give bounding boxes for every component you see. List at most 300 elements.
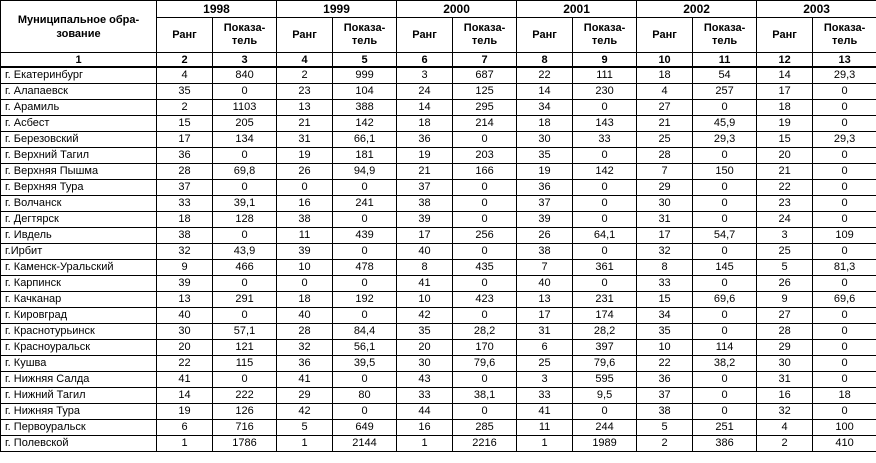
value-cell: 0 [813, 196, 876, 212]
rank-cell: 1 [157, 436, 213, 452]
value-cell: 166 [453, 164, 517, 180]
value-cell: 0 [813, 372, 876, 388]
rank-cell: 31 [757, 372, 813, 388]
rank-cell: 30 [757, 356, 813, 372]
rank-cell: 18 [637, 67, 693, 84]
rank-cell: 1 [397, 436, 453, 452]
rank-cell: 38 [277, 212, 333, 228]
value-cell: 0 [573, 148, 637, 164]
column-number: 1 [1, 53, 157, 68]
rank-cell: 35 [397, 324, 453, 340]
value-cell: 0 [453, 132, 517, 148]
rank-cell: 10 [397, 292, 453, 308]
table-row [1, 116, 876, 132]
value-cell: 94,9 [333, 164, 397, 180]
header-year-1999: 1999 [277, 1, 397, 18]
rank-cell: 5 [277, 420, 333, 436]
column-number: 5 [333, 53, 397, 68]
table-header [1, 1, 876, 53]
table-row [1, 164, 876, 180]
value-cell: 478 [333, 260, 397, 276]
rank-cell: 4 [757, 420, 813, 436]
value-cell: 0 [693, 276, 757, 292]
value-cell: 2216 [453, 436, 517, 452]
column-number: 9 [573, 53, 637, 68]
value-cell: 0 [213, 84, 277, 100]
rank-cell: 15 [157, 116, 213, 132]
rank-cell: 38 [637, 404, 693, 420]
value-cell: 28,2 [573, 324, 637, 340]
rank-cell: 40 [517, 276, 573, 292]
column-number-row [1, 53, 876, 68]
table-row [1, 212, 876, 228]
value-cell: 0 [693, 244, 757, 260]
rank-cell: 16 [277, 196, 333, 212]
header-year-2000: 2000 [397, 1, 517, 18]
municipality-name: г. Красноуральск [1, 340, 157, 356]
header-rank: Ранг [637, 18, 693, 53]
rank-cell: 13 [277, 100, 333, 116]
rank-cell: 5 [757, 260, 813, 276]
municipality-name: г. Арамиль [1, 100, 157, 116]
rank-cell: 31 [637, 212, 693, 228]
header-value: Показа-тель [213, 18, 277, 53]
rank-cell: 36 [277, 356, 333, 372]
column-number: 2 [157, 53, 213, 68]
municipality-name: г. Полевской [1, 436, 157, 452]
table-row [1, 260, 876, 276]
value-cell: 0 [813, 100, 876, 116]
value-cell: 56,1 [333, 340, 397, 356]
rank-cell: 39 [397, 212, 453, 228]
value-cell: 125 [453, 84, 517, 100]
value-cell: 0 [813, 276, 876, 292]
value-cell: 54,7 [693, 228, 757, 244]
value-cell: 0 [813, 116, 876, 132]
rank-cell: 32 [157, 244, 213, 260]
value-cell: 29,3 [813, 67, 876, 84]
rank-cell: 31 [517, 324, 573, 340]
value-cell: 999 [333, 67, 397, 84]
value-cell: 80 [333, 388, 397, 404]
rank-cell: 14 [517, 84, 573, 100]
value-cell: 109 [813, 228, 876, 244]
value-cell: 81,3 [813, 260, 876, 276]
value-cell: 29,3 [813, 132, 876, 148]
rank-cell: 38 [157, 228, 213, 244]
value-cell: 0 [693, 148, 757, 164]
rank-cell: 37 [517, 196, 573, 212]
value-cell: 0 [693, 388, 757, 404]
rank-cell: 32 [757, 404, 813, 420]
value-cell: 0 [213, 308, 277, 324]
municipality-name: г.Ирбит [1, 244, 157, 260]
rank-cell: 38 [397, 196, 453, 212]
table-row [1, 148, 876, 164]
rank-cell: 18 [517, 116, 573, 132]
rank-cell: 22 [637, 356, 693, 372]
value-cell: 0 [453, 180, 517, 196]
rank-cell: 22 [757, 180, 813, 196]
value-cell: 104 [333, 84, 397, 100]
table-row [1, 292, 876, 308]
table-row [1, 67, 876, 84]
rank-cell: 6 [517, 340, 573, 356]
municipality-name: г. Асбест [1, 116, 157, 132]
column-number: 4 [277, 53, 333, 68]
value-cell: 0 [813, 148, 876, 164]
rank-cell: 31 [277, 132, 333, 148]
column-number: 8 [517, 53, 573, 68]
rank-cell: 6 [157, 420, 213, 436]
rank-cell: 40 [277, 308, 333, 324]
municipality-name: г. Верхняя Тура [1, 180, 157, 196]
value-cell: 257 [693, 84, 757, 100]
rank-cell: 19 [757, 116, 813, 132]
rank-cell: 34 [637, 308, 693, 324]
value-cell: 256 [453, 228, 517, 244]
value-cell: 18 [813, 388, 876, 404]
municipality-name: г. Нижний Тагил [1, 388, 157, 404]
value-cell: 439 [333, 228, 397, 244]
rank-cell: 11 [517, 420, 573, 436]
value-cell: 0 [813, 340, 876, 356]
rank-cell: 42 [277, 404, 333, 420]
table-row [1, 436, 876, 452]
municipality-name: г. Карпинск [1, 276, 157, 292]
value-cell: 361 [573, 260, 637, 276]
municipality-name: г. Верхний Тагил [1, 148, 157, 164]
value-cell: 0 [693, 324, 757, 340]
rank-cell: 1 [517, 436, 573, 452]
header-value: Показа-тель [813, 18, 876, 53]
table-row [1, 404, 876, 420]
rank-cell: 0 [277, 276, 333, 292]
table-row [1, 180, 876, 196]
value-cell: 231 [573, 292, 637, 308]
rank-cell: 42 [397, 308, 453, 324]
table-row [1, 84, 876, 100]
value-cell: 230 [573, 84, 637, 100]
header-rank: Ранг [397, 18, 453, 53]
rank-cell: 40 [157, 308, 213, 324]
table-row [1, 276, 876, 292]
value-cell: 29,3 [693, 132, 757, 148]
rank-cell: 4 [637, 84, 693, 100]
value-cell: 0 [813, 212, 876, 228]
value-cell: 397 [573, 340, 637, 356]
rank-cell: 19 [517, 164, 573, 180]
rank-cell: 41 [157, 372, 213, 388]
municipality-name: г. Алапаевск [1, 84, 157, 100]
header-value: Показа-тель [453, 18, 517, 53]
value-cell: 170 [453, 340, 517, 356]
value-cell: 84,4 [333, 324, 397, 340]
municipality-name: г. Верхняя Пышма [1, 164, 157, 180]
value-cell: 388 [333, 100, 397, 116]
value-cell: 0 [693, 100, 757, 116]
value-cell: 174 [573, 308, 637, 324]
value-cell: 205 [213, 116, 277, 132]
rank-cell: 19 [157, 404, 213, 420]
value-cell: 0 [573, 244, 637, 260]
rank-cell: 37 [637, 388, 693, 404]
rank-cell: 40 [397, 244, 453, 260]
rank-cell: 14 [157, 388, 213, 404]
column-number: 6 [397, 53, 453, 68]
value-cell: 2144 [333, 436, 397, 452]
municipality-name: г. Березовский [1, 132, 157, 148]
municipality-name: г. Нижняя Тура [1, 404, 157, 420]
rank-cell: 13 [517, 292, 573, 308]
rank-cell: 20 [397, 340, 453, 356]
rank-cell: 33 [397, 388, 453, 404]
value-cell: 0 [213, 180, 277, 196]
value-cell: 0 [453, 308, 517, 324]
value-cell: 0 [693, 196, 757, 212]
value-cell: 435 [453, 260, 517, 276]
municipality-name: г. Краснотурьинск [1, 324, 157, 340]
value-cell: 150 [693, 164, 757, 180]
rank-cell: 21 [277, 116, 333, 132]
rank-cell: 1 [277, 436, 333, 452]
value-cell: 0 [573, 180, 637, 196]
value-cell: 69,8 [213, 164, 277, 180]
rank-cell: 13 [157, 292, 213, 308]
rank-cell: 23 [277, 84, 333, 100]
value-cell: 69,6 [693, 292, 757, 308]
value-cell: 0 [453, 212, 517, 228]
value-cell: 45,9 [693, 116, 757, 132]
value-cell: 0 [813, 164, 876, 180]
municipality-name: г. Кировград [1, 308, 157, 324]
rank-cell: 3 [397, 67, 453, 84]
rank-cell: 24 [397, 84, 453, 100]
value-cell: 0 [813, 404, 876, 420]
value-cell: 0 [573, 212, 637, 228]
table-row [1, 132, 876, 148]
municipality-name: г. Каменск-Уральский [1, 260, 157, 276]
value-cell: 192 [333, 292, 397, 308]
rank-cell: 35 [637, 324, 693, 340]
rank-cell: 15 [757, 132, 813, 148]
value-cell: 39,5 [333, 356, 397, 372]
value-cell: 0 [813, 84, 876, 100]
rank-cell: 15 [637, 292, 693, 308]
value-cell: 0 [213, 276, 277, 292]
value-cell: 66,1 [333, 132, 397, 148]
rank-cell: 19 [277, 148, 333, 164]
rank-cell: 33 [517, 388, 573, 404]
rank-cell: 17 [397, 228, 453, 244]
value-cell: 1989 [573, 436, 637, 452]
value-cell: 0 [213, 148, 277, 164]
rank-cell: 14 [397, 100, 453, 116]
rank-cell: 35 [517, 148, 573, 164]
value-cell: 0 [693, 404, 757, 420]
rank-cell: 35 [157, 84, 213, 100]
rank-cell: 16 [397, 420, 453, 436]
rank-cell: 18 [757, 100, 813, 116]
rank-cell: 27 [757, 308, 813, 324]
rank-cell: 20 [757, 148, 813, 164]
value-cell: 0 [333, 180, 397, 196]
header-year-2003: 2003 [757, 1, 876, 18]
value-cell: 134 [213, 132, 277, 148]
table-row [1, 308, 876, 324]
rank-cell: 26 [757, 276, 813, 292]
header-row-years [1, 1, 876, 18]
value-cell: 386 [693, 436, 757, 452]
rank-cell: 28 [157, 164, 213, 180]
column-number: 7 [453, 53, 517, 68]
rank-cell: 41 [277, 372, 333, 388]
rank-cell: 25 [517, 356, 573, 372]
value-cell: 0 [693, 308, 757, 324]
value-cell: 79,6 [453, 356, 517, 372]
rank-cell: 9 [757, 292, 813, 308]
rank-cell: 30 [157, 324, 213, 340]
header-year-2002: 2002 [637, 1, 757, 18]
table-row [1, 244, 876, 260]
rank-cell: 2 [157, 100, 213, 116]
value-cell: 100 [813, 420, 876, 436]
rank-cell: 10 [637, 340, 693, 356]
value-cell: 0 [693, 180, 757, 196]
value-cell: 115 [213, 356, 277, 372]
rank-cell: 44 [397, 404, 453, 420]
rank-cell: 36 [637, 372, 693, 388]
municipality-name: г. Качканар [1, 292, 157, 308]
rank-cell: 30 [397, 356, 453, 372]
value-cell: 251 [693, 420, 757, 436]
rank-cell: 3 [757, 228, 813, 244]
value-cell: 0 [333, 244, 397, 260]
rank-cell: 22 [157, 356, 213, 372]
rank-cell: 29 [637, 180, 693, 196]
value-cell: 840 [213, 67, 277, 84]
value-cell: 57,1 [213, 324, 277, 340]
value-cell: 114 [693, 340, 757, 356]
rank-cell: 17 [157, 132, 213, 148]
rank-cell: 2 [757, 436, 813, 452]
value-cell: 1786 [213, 436, 277, 452]
value-cell: 595 [573, 372, 637, 388]
table-row [1, 420, 876, 436]
rank-cell: 37 [397, 180, 453, 196]
rank-cell: 33 [637, 276, 693, 292]
value-cell: 69,6 [813, 292, 876, 308]
rank-cell: 10 [277, 260, 333, 276]
value-cell: 291 [213, 292, 277, 308]
rank-cell: 30 [517, 132, 573, 148]
rank-cell: 38 [517, 244, 573, 260]
header-rank: Ранг [277, 18, 333, 53]
rank-cell: 41 [517, 404, 573, 420]
value-cell: 0 [573, 100, 637, 116]
table-row [1, 228, 876, 244]
table-row [1, 372, 876, 388]
header-year-1998: 1998 [157, 1, 277, 18]
value-cell: 0 [453, 276, 517, 292]
rank-cell: 11 [277, 228, 333, 244]
value-cell: 79,6 [573, 356, 637, 372]
rank-cell: 17 [517, 308, 573, 324]
header-value: Показа-тель [693, 18, 757, 53]
rank-cell: 8 [397, 260, 453, 276]
rank-cell: 3 [517, 372, 573, 388]
value-cell: 0 [213, 372, 277, 388]
rank-cell: 26 [277, 164, 333, 180]
rank-cell: 0 [277, 180, 333, 196]
rank-cell: 29 [757, 340, 813, 356]
rank-cell: 37 [157, 180, 213, 196]
column-number: 10 [637, 53, 693, 68]
header-municipality: Муниципальное обра-зование [1, 1, 157, 53]
value-cell: 64,1 [573, 228, 637, 244]
rank-cell: 18 [397, 116, 453, 132]
value-cell: 121 [213, 340, 277, 356]
rank-cell: 18 [277, 292, 333, 308]
rank-cell: 28 [757, 324, 813, 340]
value-cell: 466 [213, 260, 277, 276]
municipality-name: г. Екатеринбург [1, 67, 157, 84]
rank-cell: 23 [757, 196, 813, 212]
column-number: 12 [757, 53, 813, 68]
column-number: 11 [693, 53, 757, 68]
value-cell: 214 [453, 116, 517, 132]
rank-cell: 2 [277, 67, 333, 84]
column-number: 13 [813, 53, 876, 68]
value-cell: 0 [333, 404, 397, 420]
value-cell: 295 [453, 100, 517, 116]
value-cell: 687 [453, 67, 517, 84]
rank-cell: 29 [277, 388, 333, 404]
value-cell: 285 [453, 420, 517, 436]
rank-cell: 7 [517, 260, 573, 276]
value-cell: 0 [813, 180, 876, 196]
value-cell: 0 [813, 324, 876, 340]
municipality-name: г. Первоуральск [1, 420, 157, 436]
value-cell: 244 [573, 420, 637, 436]
value-cell: 0 [813, 356, 876, 372]
header-value: Показа-тель [573, 18, 637, 53]
value-cell: 0 [453, 404, 517, 420]
value-cell: 43,9 [213, 244, 277, 260]
header-rank: Ранг [517, 18, 573, 53]
value-cell: 1103 [213, 100, 277, 116]
rank-cell: 4 [157, 67, 213, 84]
table-body [1, 53, 876, 452]
rank-cell: 27 [637, 100, 693, 116]
rank-cell: 7 [637, 164, 693, 180]
value-cell: 0 [333, 212, 397, 228]
municipality-name: г. Кушва [1, 356, 157, 372]
rank-cell: 16 [757, 388, 813, 404]
rank-cell: 39 [157, 276, 213, 292]
rank-cell: 25 [757, 244, 813, 260]
rank-cell: 18 [157, 212, 213, 228]
value-cell: 0 [693, 372, 757, 388]
rank-cell: 41 [397, 276, 453, 292]
value-cell: 145 [693, 260, 757, 276]
table-row [1, 356, 876, 372]
header-rank: Ранг [157, 18, 213, 53]
rank-cell: 39 [517, 212, 573, 228]
value-cell: 241 [333, 196, 397, 212]
table-row [1, 388, 876, 404]
rank-cell: 2 [637, 436, 693, 452]
